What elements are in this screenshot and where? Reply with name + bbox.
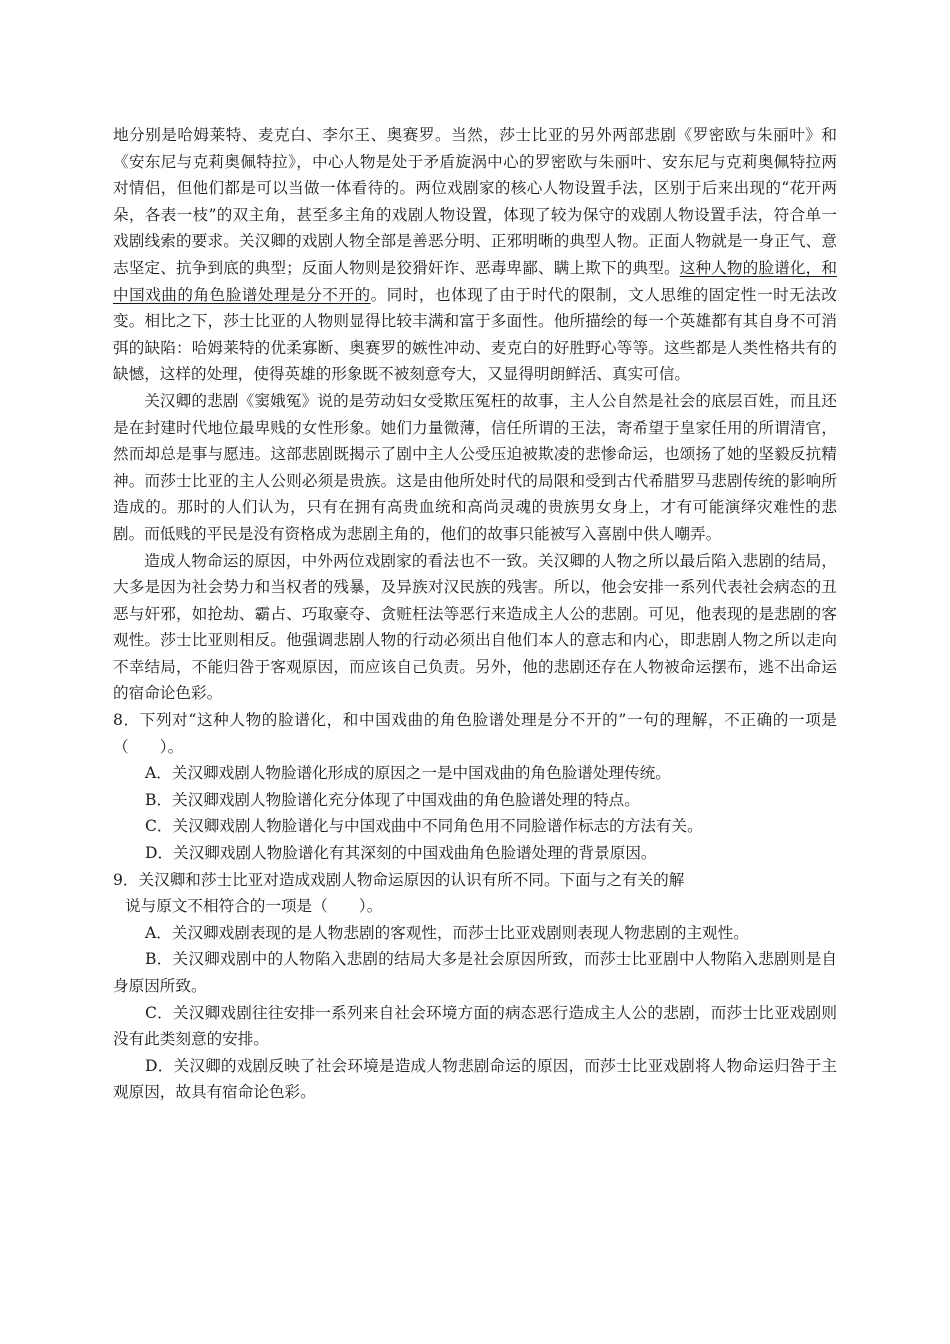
document-page [113, 122, 837, 1106]
question-stem: 8．下列对“这种人物的脸谱化，和中国戏曲的角色脸谱处理是分不开的”一句的理解，不正确的一项是（ ）。 [113, 711, 837, 756]
option-c: C．关汉卿戏剧往往安排一系列来自社会环境方面的病态恶行造成主人公的悲剧，而莎士比亚戏剧则没有此类刻意的安排。 [113, 1003, 837, 1049]
option-a: A．关汉卿戏剧表现的是人物悲剧的客观性，而莎士比亚戏剧则表现人物悲剧的主观性。 [145, 923, 749, 942]
question-stem-continued: 说与原文不相符合的一项是（ ）。 [125, 897, 383, 916]
passage-paragraph-3: 造成人物命运的原因，中外两位戏剧家的看法也不一致。关汉卿的人物之所以最后陷入悲剧的结局，大多是因为社会势力和当权者的残暴，及异族对汉民族的残害。所以，他会安排一系列代表社会病态的丑恶与奸邪，如抢劫、霸占、巧取豪夺、贪赃枉法等恶行来造成主人公的悲剧。可见，他表现的是悲剧的客观性。莎士比亚则相反。他强调悲剧人物的行动必须出自他们本人的意志和内心，即悲剧人物之所以走向不幸结局，不能归咎于客观原因，而应该自己负责。另外，他的悲剧还存在人物被命运摆布，逃不出命运的宿命论色彩。 [113, 551, 837, 703]
option-a: A．关汉卿戏剧人物脸谱化形成的原因之一是中国戏曲的角色脸谱处理传统。 [145, 764, 671, 783]
option-b: B．关汉卿戏剧中的人物陷入悲剧的结局大多是社会原因所致，而莎士比亚剧中人物陷入悲剧则是自身原因所致。 [113, 950, 837, 995]
passage-paragraph-1 [113, 122, 837, 388]
passage-text: 。同时，也体现了由于时代的限制，文人思维的固定性一时无法改变。相比之下，莎士比亚的人物则显得比较丰满和富于多面性。他所描绘的每一个英雄都有其自身不可消弭的缺陷：哈姆莱特的优柔寡断、奥赛罗的嫉性冲动、麦克白的好胜野心等等。这些都是人类性格共有的缺憾，这样的处理，使得英雄的形象既不被刻意夸大，又显得明朗鲜活、真实可信。 [113, 285, 837, 384]
question-9 [113, 867, 837, 1106]
option-b: B．关汉卿戏剧人物脸谱化充分体现了中国戏曲的角色脸谱处理的特点。 [145, 790, 640, 809]
option-d: D．关汉卿戏剧人物脸谱化有其深刻的中国戏曲角色脸谱处理的背景原因。 [145, 844, 657, 863]
option-d: D．关汉卿的戏剧反映了社会环境是造成人物悲剧命运的原因，而莎士比亚戏剧将人物命运归咎于主观原因，故具有宿命论色彩。 [113, 1056, 837, 1102]
underlined-sentence: 这种人物的脸谱化，和中国戏曲的角色脸谱处理是分不开的 [113, 258, 837, 304]
passage-text: 地分别是哈姆莱特、麦克白、李尔王、奥赛罗。当然，莎士比亚的另外两部悲剧《罗密欧与朱丽叶》和《安东尼与克莉奥佩特拉》，中心人物是处于矛盾旋涡中心的罗密欧与朱丽叶、安东尼与克莉奥佩特拉两对情侣，但他们都是可以当做一体看待的。两位戏剧家的核心人物设置手法，区别于后来出现的“花开两朵，各表一枝”的双主角，甚至多主角的戏剧人物设置，体现了较为保守的戏剧人物设置手法，符合单一戏剧线索的要求。关汉卿的戏剧人物全部是善恶分明、正邪明晰的典型人物。正面人物就是一身正气、意志坚定、抗争到底的典型；反面人物则是狡猾奸诈、恶毒卑鄙、瞒上欺下的典型。 [113, 126, 837, 277]
question-stem: 9．关汉卿和莎士比亚对造成戏剧人物命运原因的认识有所不同。下面与之有关的解 [113, 870, 685, 889]
passage-paragraph-2: 关汉卿的悲剧《窦娥冤》说的是劳动妇女受欺压冤枉的故事，主人公自然是社会的底层百姓，而且还是在封建时代地位最卑贱的女性形象。她们力量微薄，信任所谓的王法，寄希望于皇家任用的所谓清官，然而却总是事与愿违。这部悲剧既揭示了剧中主人公受压迫被欺凌的悲惨命运，也颂扬了她的坚毅反抗精神。而莎士比亚的主人公则必须是贵族。这是由他所处时代的局限和受到古代希腊罗马悲剧传统的影响所造成的。那时的人们认为，只有在拥有高贵血统和高尚灵魂的贵族男女身上，才有可能演绎灾难性的悲剧。而低贱的平民是没有资格成为悲剧主角的，他们的故事只能被写入喜剧中供人嘲弄。 [113, 391, 837, 543]
option-c: C．关汉卿戏剧人物脸谱化与中国戏曲中不同角色用不同脸谱作标志的方法有关。 [145, 817, 703, 836]
question-8 [113, 707, 837, 867]
